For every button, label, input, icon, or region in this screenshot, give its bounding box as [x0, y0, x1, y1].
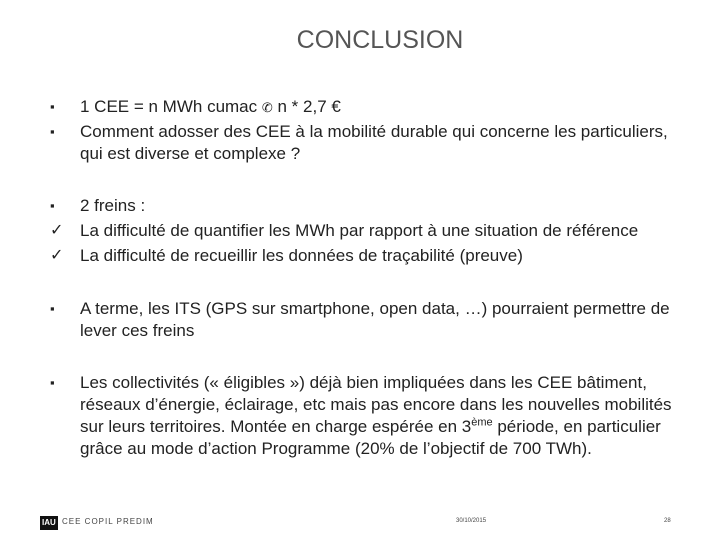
square-bullet: ▪ [50, 198, 55, 213]
bullet-item-collectivites [50, 372, 690, 460]
check-icon: ✓ [50, 222, 64, 239]
square-bullet: ▪ [50, 124, 55, 139]
phone-icon: ✆ [261, 100, 273, 115]
item-text: Comment adosser des CEE à la mobilité durable qui concerne les particuliers, qui est diverse et complexe ? [80, 122, 668, 163]
superscript-text: ème [471, 416, 493, 429]
footer-date: 30/10/2015 [456, 518, 487, 524]
square-bullet: ▪ [50, 99, 55, 114]
square-bullet: ▪ [50, 301, 55, 316]
slide-footer [0, 510, 720, 534]
item-text: La difficulté de recueillir les données de traçabilité (preuve) [80, 246, 523, 265]
page-number: 28 [664, 518, 671, 524]
check-item-tracabilite [50, 245, 690, 267]
square-bullet: ▪ [50, 375, 55, 390]
bullet-item-its [50, 298, 690, 342]
item-text: 1 CEE = n MWh cumac ✆ n * 2,7 € [80, 97, 341, 116]
check-icon: ✓ [50, 247, 64, 264]
bullet-item-question [50, 121, 690, 165]
bullet-item-freins [50, 195, 690, 217]
bullet-item-cee-formula [50, 96, 690, 119]
slide-title: CONCLUSION [296, 26, 464, 54]
item-text: 2 freins : [80, 196, 146, 215]
footer-label: CEE COPIL PREDIM [62, 517, 154, 526]
check-item-quantifier [50, 220, 690, 242]
item-text: Les collectivités (« éligibles ») déjà bien impliquées dans les CEE bâtiment, réseaux d’énergie, éclairage, etc mais pas encore dans les nouvelles mobilités sur leurs territoires. Montée en charge espérée en 3ème période, en particulier grâce au mode d’action Programme (20% de l’objectif de 700 TWh). [80, 373, 672, 458]
item-text: A terme, les ITS (GPS sur smartphone, open data, …) pourraient permettre de lever ces freins [80, 299, 670, 340]
iau-logo: IAU [40, 516, 58, 530]
item-text: La difficulté de quantifier les MWh par rapport à une situation de référence [80, 221, 639, 240]
